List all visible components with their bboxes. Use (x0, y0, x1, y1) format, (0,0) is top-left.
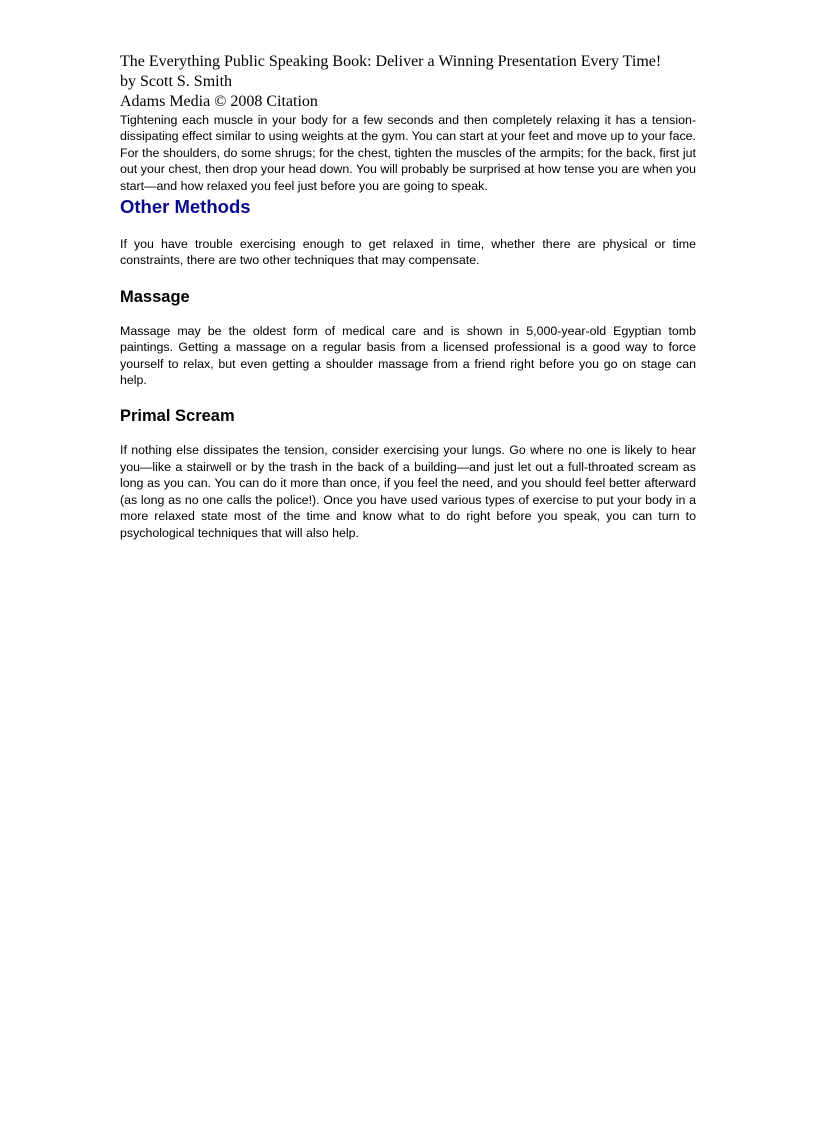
intro-paragraph: Tightening each muscle in your body for a few seconds and then completely relaxing it has a tension-dissipating effect similar to using weights at the gym. You can start at your feet and move up to your face. For the shoulders, do some shrugs; for the chest, tighten the muscles of the armpits; for the back, first jut out your chest, then drop your head down. You will probably be surprised at how tense you are when you start—and how relaxed you feel just before you are going to speak. (120, 113, 696, 193)
document-page (120, 52, 696, 541)
massage-paragraph: Massage may be the oldest form of medical care and is shown in 5,000-year-old Egyptian tomb paintings. Getting a massage on a regular basis from a licensed professional is a good way to force yourself to relax, but even getting a shoulder massage from a friend right before you go on stage can help. (120, 323, 696, 388)
primal-scream-paragraph: If nothing else dissipates the tension, consider exercising your lungs. Go where no one is likely to hear you—like a stairwell or by the trash in the back of a building—and just let out a full-throated scream as long as you can. You can do it more than once, if you feel the need, and you should feel better afterward (as long as no one calls the police!). Once you have used various types of exercise to put your body in a more relaxed state most of the time and know what to do right before you speak, you can turn to psychological techniques that will also help. (120, 443, 696, 540)
citation-block (120, 52, 696, 112)
publisher-citation: Adams Media © 2008 Citation (120, 93, 318, 110)
other-methods-paragraph: If you have trouble exercising enough to get relaxed in time, whether there are physical or time constraints, there are two other techniques that may compensate. (120, 237, 696, 268)
subheading-massage: Massage (120, 287, 190, 306)
book-author: by Scott S. Smith (120, 73, 233, 90)
book-title: The Everything Public Speaking Book: Deliver a Winning Presentation Every Time! (120, 53, 662, 70)
subheading-primal-scream: Primal Scream (120, 407, 235, 426)
section-heading-other-methods: Other Methods (120, 196, 251, 218)
